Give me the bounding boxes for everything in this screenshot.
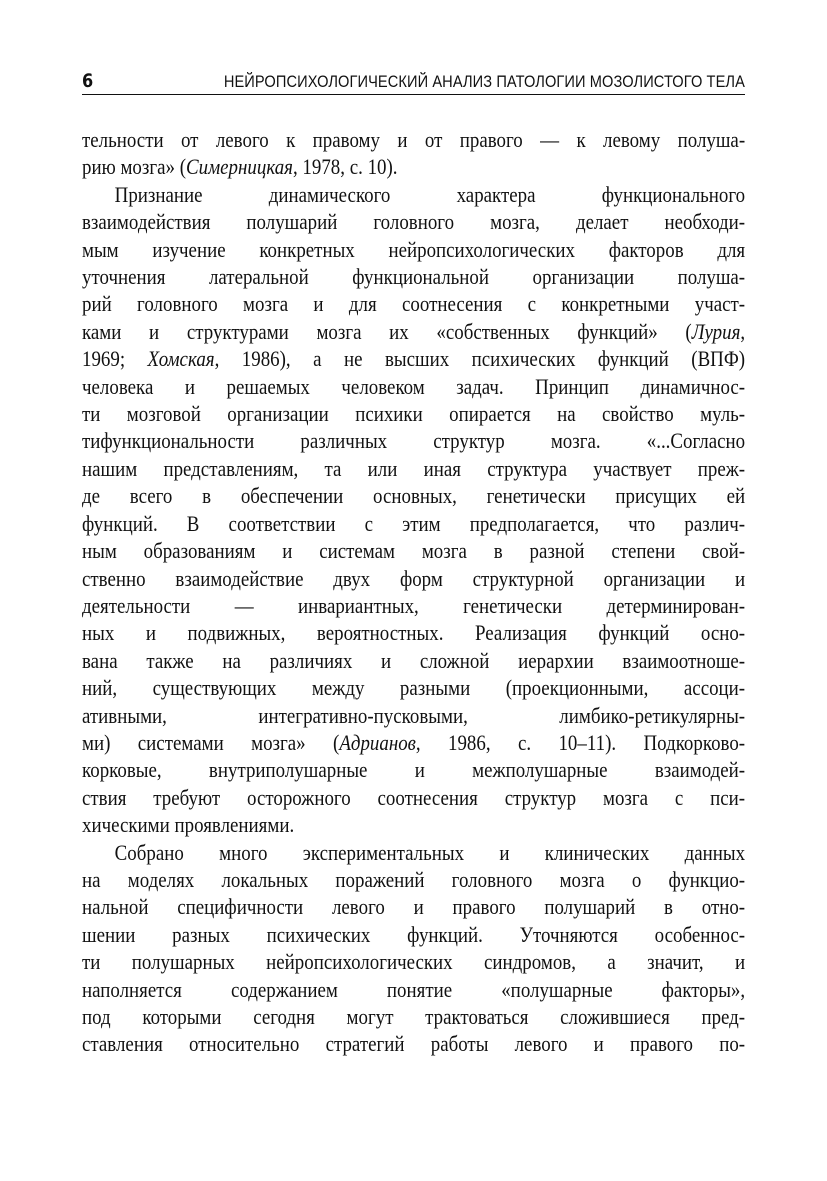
text-line: шении разных психических функций. Уточняются особеннос-: [82, 921, 746, 947]
text-line: вана также на различиях и сложной иерархии взаимоотноше-: [82, 647, 746, 673]
text-line: рий головного мозга и для соотнесения с конкретными участ-: [82, 291, 746, 317]
text-line: де всего в обеспечении основных, генетически присущих ей: [82, 483, 746, 509]
text-line: взаимодействия полушарий головного мозга, делает необходи-: [82, 209, 746, 235]
running-title: НЕЙРОПСИХОЛОГИЧЕСКИЙ АНАЛИЗ ПАТОЛОГИИ МОЗОЛИСТОГО ТЕЛА: [223, 72, 745, 91]
text-line: на моделях локальных поражений головного мозга о функцио-: [82, 866, 746, 892]
text-line: ти полушарных нейропсихологических синдромов, а значит, и: [82, 949, 746, 975]
text-line: ствия требуют осторожного соотнесения структур мозга с пси-: [82, 784, 746, 810]
text-line: человека и решаемых человеком задач. Принцип динамичнос-: [82, 373, 746, 399]
text-line: нальной специфичности левого и правого полушарий в отно-: [82, 894, 746, 920]
text-line: функций. В соответствии с этим предполагается, что различ-: [82, 510, 746, 536]
author-citation: Хомская: [147, 346, 215, 372]
text-line-with-citation: 1969; Хомская, 1986), а не высших психических функций (ВПФ): [82, 346, 746, 372]
text-line: хическими проявлениями.: [82, 812, 295, 838]
text-line-with-citation: ми) системами мозга» (Адрианов, 1986, с. 10–11). Подкорково-: [82, 729, 746, 755]
text-line: деятельности — инвариантных, генетически детерминирован-: [82, 592, 746, 618]
text-line: корковые, внутриполушарные и межполушарные взаимодей-: [82, 757, 746, 783]
text-line-with-citation: ками и структурами мозга их «собственных функций» (Лурия,: [82, 318, 746, 344]
text-line: ний, существующих между разными (проекционными, ассоци-: [82, 675, 746, 701]
text-line: Признание динамического характера функционального: [114, 181, 746, 207]
body-text: [82, 126, 745, 1058]
text-line-with-citation: рию мозга» (Симерницкая, 1978, с. 10).: [82, 154, 398, 180]
text-line: тифункциональности различных структур мозга. «...Согласно: [82, 428, 746, 454]
text-line: нашим представлениям, та или иная структура участвует преж-: [82, 455, 746, 481]
text-line: ственно взаимодействие двух форм структурной организации и: [82, 565, 746, 591]
text-line: ным образованиям и системам мозга в разной степени свой-: [82, 538, 746, 564]
author-citation: Лурия: [691, 318, 741, 344]
text-line: Собрано много экспериментальных и клинических данных: [114, 839, 746, 865]
text-line: ставления относительно стратегий работы левого и правого по-: [82, 1031, 746, 1057]
text-line: под которыми сегодня могут трактоваться сложившиеся пред-: [82, 1004, 746, 1029]
author-citation: Адрианов: [339, 729, 416, 755]
paragraph-1: [82, 126, 745, 181]
text-line: ти мозговой организации психики опирается на свойство муль-: [82, 401, 746, 427]
text-line: ных и подвижных, вероятностных. Реализация функций осно-: [82, 620, 746, 646]
text-line: наполняется содержанием понятие «полушарные факторы»,: [82, 976, 746, 1002]
text-line: мым изучение конкретных нейропсихологических факторов для: [82, 236, 746, 262]
text-line: ативными, интегративно-пусковыми, лимбико-ретикулярны-: [82, 702, 746, 728]
paragraph-2: [82, 181, 745, 839]
text-line: уточнения латеральной функциональной организации полуша-: [82, 264, 746, 290]
text-line: тельности от левого к правому и от правого — к левому полуша-: [82, 127, 746, 152]
page-number: 6: [82, 70, 94, 92]
paragraph-3: [82, 839, 745, 1058]
running-header: [82, 68, 745, 95]
author-citation: Симерницкая: [186, 154, 293, 180]
